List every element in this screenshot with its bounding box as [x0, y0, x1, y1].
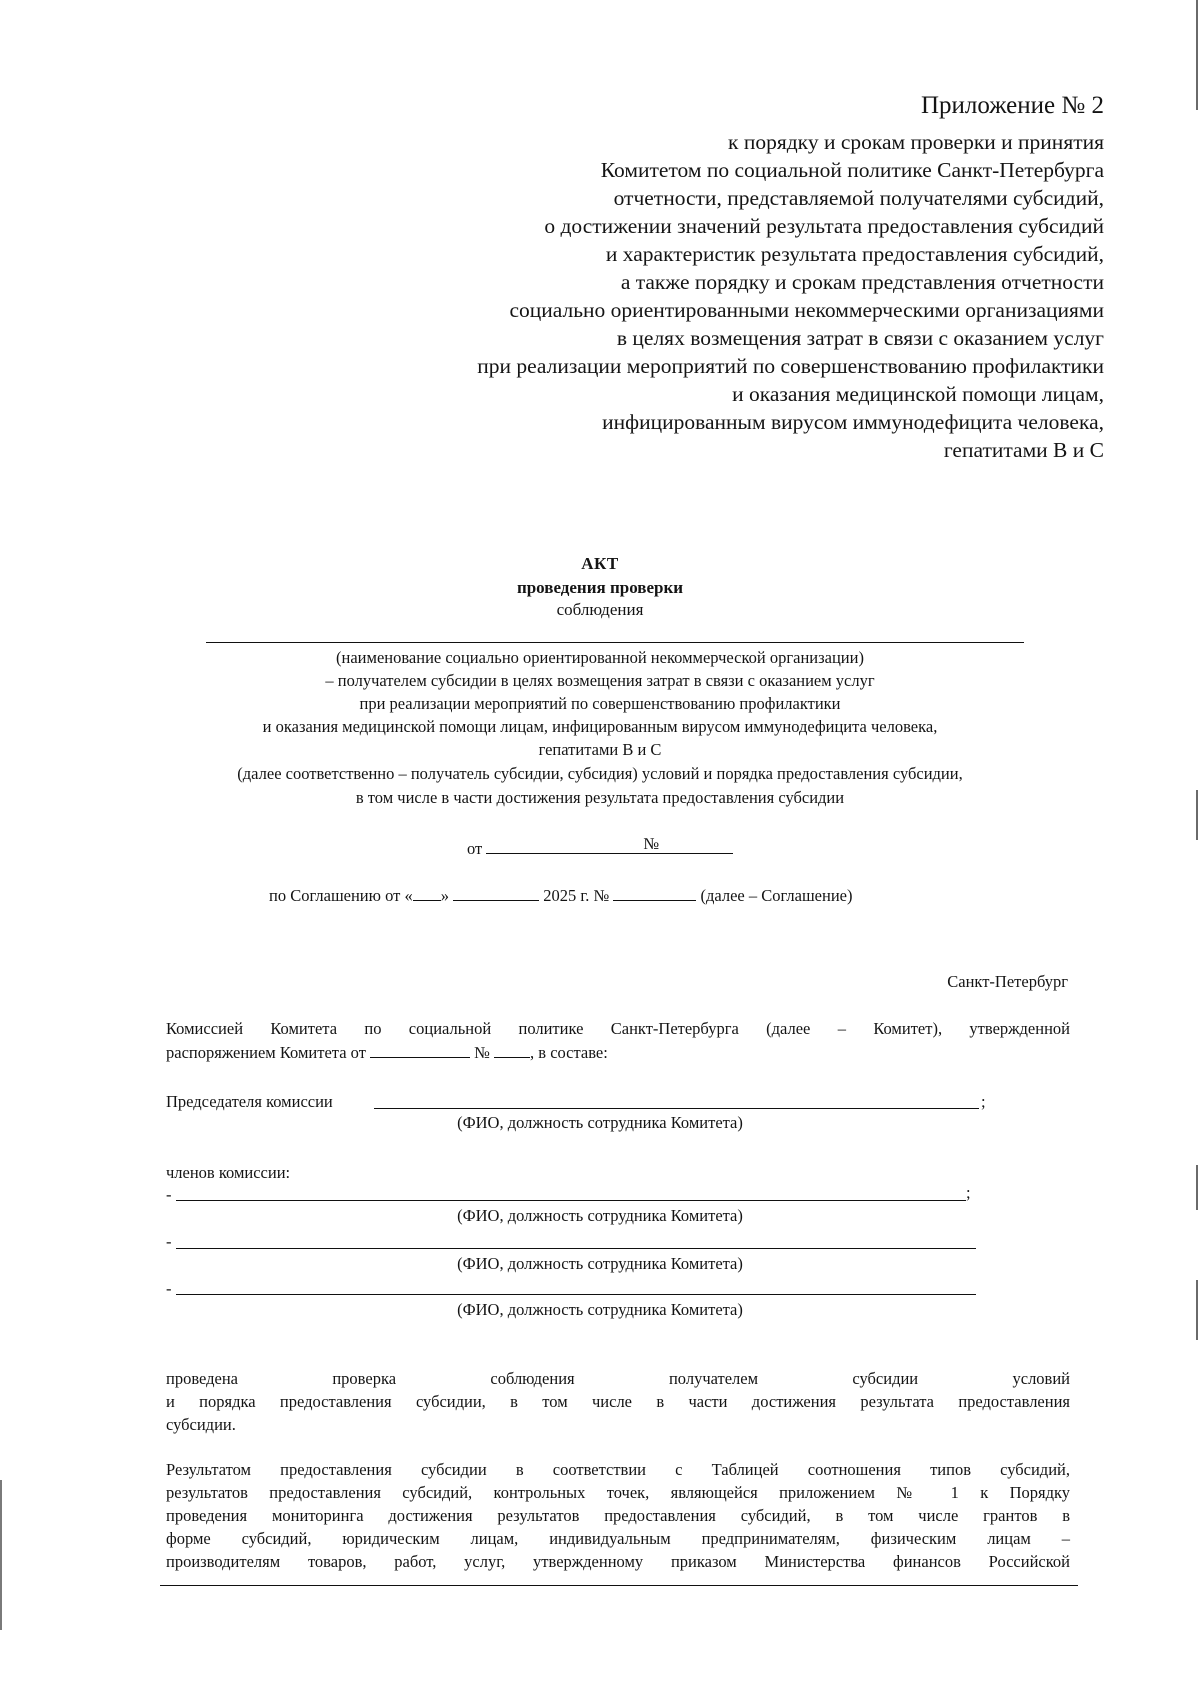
agreement-year: 2025 г. № [543, 886, 610, 905]
order-number-field[interactable] [494, 1042, 530, 1058]
appendix-line: при реализации мероприятий по совершенствованию профилактики [477, 354, 1104, 378]
commission-intro-text: распоряжением Комитета от [166, 1043, 366, 1062]
paragraph-line: форме субсидий, юридическим лицам, индивидуальным предпринимателям, физическим лицам – [166, 1529, 1070, 1548]
appendix-line: инфицированным вирусом иммунодефицита человека, [602, 410, 1104, 434]
member-name-field[interactable] [176, 1200, 966, 1201]
agreement-day-field[interactable] [413, 885, 441, 901]
act-description-line: и оказания медицинской помощи лицам, инфицированным вирусом иммунодефицита человека, [262, 717, 938, 736]
paragraph-line: Результатом предоставления субсидии в соответствии с Таблицей соотношения типов субсидий, [166, 1460, 1070, 1479]
agreement-month-field[interactable] [453, 885, 539, 901]
city: Санкт-Петербург [947, 972, 1068, 991]
member-name-field[interactable] [176, 1248, 976, 1249]
scan-edge-artifact [1196, 1165, 1198, 1210]
order-date-field[interactable] [370, 1042, 470, 1058]
act-date-field[interactable] [486, 838, 641, 854]
appendix-line: и оказания медицинской помощи лицам, [732, 382, 1104, 406]
fio-caption: (ФИО, должность сотрудника Комитета) [457, 1206, 743, 1225]
scan-edge-artifact [1196, 0, 1198, 110]
act-number-field[interactable] [641, 834, 733, 854]
paragraph-line: и порядка предоставления субсидии, в том числе в части достижения результата предоставления [166, 1392, 1070, 1411]
date-prefix: от [467, 839, 483, 858]
act-description-line: в том числе в части достижения результата предоставления субсидии [355, 788, 845, 807]
chair-label: Председателя комиссии [166, 1092, 333, 1111]
bottom-rule [160, 1585, 1078, 1586]
appendix-line: социально ориентированными некоммерческими организациями [509, 298, 1104, 322]
agreement-prefix: по Соглашению от « [269, 886, 413, 905]
appendix-line: Комитетом по социальной политике Санкт-Петербурга [600, 158, 1104, 182]
fio-caption: (ФИО, должность сотрудника Комитета) [457, 1254, 743, 1273]
appendix-title: Приложение № 2 [920, 92, 1104, 119]
commission-intro-row [166, 1042, 608, 1063]
agreement-row [269, 885, 853, 906]
act-subtitle-2: соблюдения [556, 600, 644, 619]
number-sign: № [643, 834, 660, 853]
organization-name-line [206, 642, 1024, 643]
commission-intro-text: , в составе: [530, 1043, 608, 1062]
appendix-line: и характеристик результата предоставления субсидий, [605, 242, 1104, 266]
agreement-mid: » [440, 886, 449, 905]
paragraph-line: производителям товаров, работ, услуг, утвержденному приказом Министерства финансов Российской [166, 1552, 1070, 1571]
commission-intro-line: Комиссией Комитета по социальной политике Санкт-Петербурга (далее – Комитет), утвержденной [166, 1019, 1070, 1038]
paragraph-line: проведена проверка соблюдения получателем субсидии условий [166, 1369, 1070, 1388]
paragraph-line: результатов предоставления субсидий, контрольных точек, являющейся приложением № 1 к Порядку [166, 1483, 1070, 1502]
appendix-line: гепатитами В и С [943, 438, 1104, 462]
members-label: членов комиссии: [166, 1163, 291, 1182]
act-description-line: гепатитами В и С [538, 740, 662, 759]
member-dash: - [166, 1185, 172, 1204]
appendix-line: а также порядку и срокам представления отчетности [620, 270, 1104, 294]
act-description-line: (далее соответственно – получатель субсидии, субсидия) условий и порядка предоставления субсидии, [237, 764, 963, 783]
act-subtitle: проведения проверки [516, 578, 684, 597]
semicolon: ; [966, 1183, 971, 1202]
organization-caption: (наименование социально ориентированной некоммерческой организации) [336, 648, 864, 667]
act-description-line: при реализации мероприятий по совершенствованию профилактики [359, 694, 841, 713]
member-dash: - [166, 1232, 172, 1251]
agreement-number-field[interactable] [613, 885, 696, 901]
chair-name-field[interactable] [374, 1108, 979, 1109]
semicolon: ; [981, 1092, 986, 1111]
member-dash: - [166, 1279, 172, 1298]
fio-caption: (ФИО, должность сотрудника Комитета) [457, 1300, 743, 1319]
paragraph-line: проведения мониторинга достижения результатов предоставления субсидий, в том числе грантов в [166, 1506, 1070, 1525]
act-title: АКТ [581, 554, 619, 573]
appendix-line: отчетности, представляемой получателями субсидий, [613, 186, 1104, 210]
member-name-field[interactable] [176, 1294, 976, 1295]
number-sign: № [474, 1043, 490, 1062]
act-description-line: – получателем субсидии в целях возмещения затрат в связи с оказанием услуг [325, 671, 875, 690]
fio-caption: (ФИО, должность сотрудника Комитета) [457, 1113, 743, 1132]
appendix-line: в целях возмещения затрат в связи с оказанием услуг [616, 326, 1104, 350]
act-date-row [467, 834, 733, 859]
appendix-line: к порядку и срокам проверки и принятия [728, 130, 1104, 154]
paragraph-line: субсидии. [166, 1415, 236, 1434]
agreement-suffix: (далее – Соглашение) [700, 886, 853, 905]
scan-edge-artifact [0, 1480, 2, 1630]
appendix-line: о достижении значений результата предоставления субсидий [544, 214, 1104, 238]
